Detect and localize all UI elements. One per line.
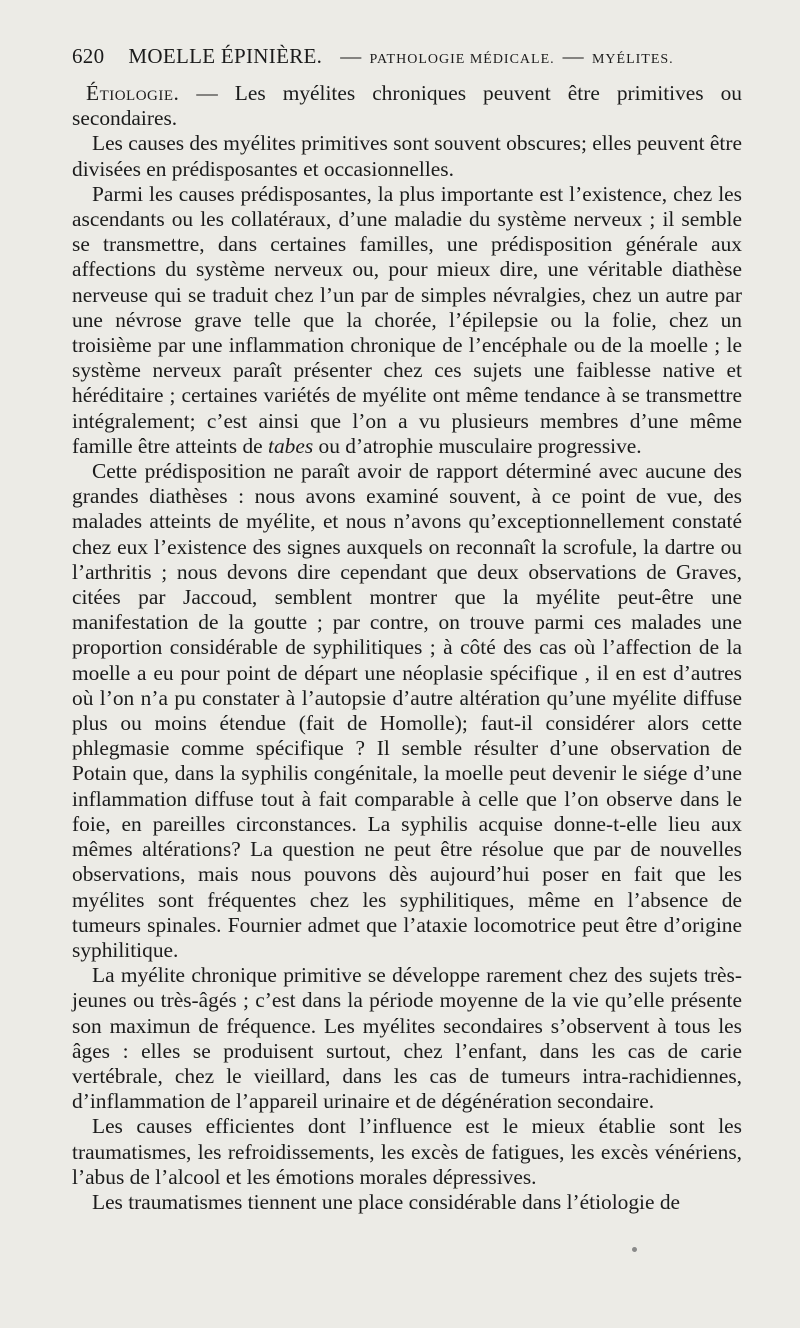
italic-term: tabes <box>268 433 314 458</box>
section-heading: Étiologie. <box>86 81 180 105</box>
paragraph-continued: Les traumatismes tiennent une place considérable dans l’étiologie de <box>92 1189 681 1214</box>
paragraph <box>72 182 742 459</box>
running-title: MOELLE ÉPINIÈRE. <box>128 44 323 68</box>
paragraph-text: ou d’atrophie musculaire progressive. <box>313 433 642 458</box>
paragraph-etiologie <box>72 81 742 131</box>
paragraph: Les causes des myélites primitives sont souvent obscures; elles peuvent être divisées en prédisposantes et occasionnelles. <box>72 131 742 181</box>
paragraph: La myélite chronique primitive se développe rarement chez des sujets très-jeunes ou très-âgés ; c’est dans la période moyenne de la vie qu’elle présente son maximun de fréquence. Les myélites secondaires s’observent à tous les âges : elles se produisent surtout, chez l’enfant, dans les cas de carie vertébrale, chez le vieillard, dans les cas de tumeurs intra-rachidiennes, d’inflammation de l’appareil urinaire et de dégénération secondaire. <box>72 963 742 1114</box>
paragraph-text: — Les myélites chroniques peuvent être primitives ou secondaires. <box>72 81 742 131</box>
paragraph: Les causes efficientes dont l’influence est le mieux établie sont les traumatismes, les refroidissements, les excès de fatigues, les excès vénériens, l’abus de l’alcool et les émotions morales dépressives. <box>72 1114 742 1189</box>
paragraph: Cette prédisposition ne paraît avoir de rapport déterminé avec aucune des grandes diathèses : nous avons examiné souvent, à ce point de vue, des malades atteints de myélite, et nous n’avons qu’exceptionnellement constaté chez eux l’existence des signes auxquels on reconnaît la scrofule, la dartre ou l’arthritis ; nous devons dire cependant que deux observations de Graves, citées par Jaccoud, semblent montrer que la myélite peut-être une manifestation de la goutte ; par contre, on trouve parmi ces malades une proportion considérable de syphilitiques ; à côté des cas où l’affection de la moelle a eu pour point de départ une néoplasie spécifique , il en est d’autres où l’on n’a pu constater à l’autopsie d’autre altération qu’une myélite diffuse plus ou moins étendue (fait de Homolle); faut-il considérer alors cette phlegmasie comme spécifique ? Il semble résulter d’une observation de Potain que, dans la syphilis congénitale, la moelle peut devenir le siége d’une inflammation diffuse tout à fait comparable à celle que l’on observe dans le foie, en pareilles circonstances. La syphilis acquise donne-t-elle lieu aux mêmes altérations? La question ne peut être résolue que par de nouvelles observations, mais nous pouvons dès aujourd’hui poser en fait que les myélites sont fréquentes chez les syphilitiques, même en l’absence de tumeurs spinales. Fournier admet que l’ataxie locomotrice peut être d’origine syphilitique. <box>72 459 742 962</box>
ink-speck <box>632 1247 637 1252</box>
body-text <box>72 81 742 1215</box>
running-subsection: MYÉLITES. <box>591 52 674 67</box>
paragraph-text: Parmi les causes prédisposantes, la plus importante est l’existence, chez les ascendants ou les collatéraux, d’une maladie du système nerveux ; il semble se transmettre, dans certaines familles, une prédisposition générale aux affections du système nerveux ou, pour mieux dire, une véritable diathèse nerveuse qui se traduit chez l’un par de simples névralgies, chez un autre par une névrose grave telle que la chorée, l’épilepsie ou la folie, chez un troisième par une inflammation chronique de l’encéphale ou de la moelle ; le système nerveux paraît présenter chez ces sujets une faiblesse native et héréditaire ; certaines variétés de myélite ont même tendance à se transmettre intégralement; c’est ainsi que l’on a vu plusieurs membres d’une même famille être atteints de <box>72 181 742 458</box>
header-dash-2: — <box>562 44 584 68</box>
header-dash-1: — <box>340 44 362 68</box>
page-number: 620 <box>72 44 105 68</box>
running-header <box>72 44 742 69</box>
running-section: PATHOLOGIE MÉDICALE. <box>369 52 555 67</box>
